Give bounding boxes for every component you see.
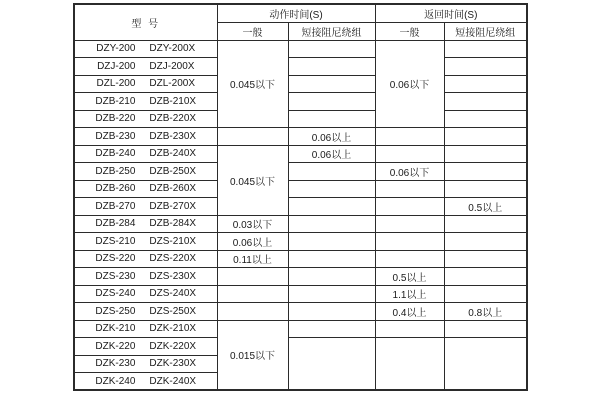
return-damped-cell (444, 75, 527, 93)
action-damped-cell (288, 58, 375, 76)
model-cell (74, 233, 217, 251)
return-general-cell: 0.06以下 (375, 163, 444, 181)
action-damped-cell (288, 268, 375, 286)
model-cell (74, 338, 217, 356)
return-general-cell: 0.4以上 (375, 303, 444, 321)
model-name: DZS-240X (149, 288, 197, 300)
return-general-cell (375, 198, 444, 216)
table-row (74, 338, 527, 356)
model-name: DZK-230 (95, 358, 136, 370)
table-row (74, 128, 527, 146)
action-general-cell: 0.11以上 (217, 250, 288, 268)
model-header: 型 号 (74, 4, 217, 40)
table-row (74, 268, 527, 286)
model-name: DZB-230X (149, 130, 197, 142)
action-damped-cell (288, 75, 375, 93)
table-row (74, 75, 527, 93)
action-damped-cell (288, 198, 375, 216)
model-cell (74, 58, 217, 76)
return-general-cell (375, 145, 444, 163)
return-damped-cell (444, 40, 527, 58)
model-cell (74, 163, 217, 181)
return-damped-cell (444, 215, 527, 233)
table-row (74, 163, 527, 181)
return-damped-cell: 0.5以上 (444, 198, 527, 216)
model-name: DZJ-200 (97, 60, 136, 72)
return-general-cell: 1.1以上 (375, 285, 444, 303)
model-name: DZB-260X (149, 183, 197, 195)
action-damped-cell (288, 40, 375, 58)
model-name: DZB-270X (149, 200, 197, 212)
return-damped-cell (444, 93, 527, 111)
model-name: DZB-230 (95, 130, 136, 142)
return-general-cell (375, 320, 444, 338)
action-time-header: 动作时间(S) (217, 4, 375, 22)
table-row (74, 303, 527, 321)
table-row (74, 40, 527, 58)
model-name: DZB-220 (95, 113, 136, 125)
table-row (74, 58, 527, 76)
model-name: DZL-200 (96, 78, 136, 90)
model-name: DZB-240 (95, 148, 136, 160)
model-name: DZY-200X (149, 43, 196, 55)
relay-spec-table (73, 3, 528, 391)
table-row (74, 198, 527, 216)
model-cell (74, 215, 217, 233)
action-general-cell (217, 285, 288, 303)
model-name: DZS-250 (95, 305, 136, 317)
action-general-cell: 0.045以下 (217, 145, 288, 215)
action-damped-cell: 0.06以上 (288, 128, 375, 146)
action-general-cell (217, 303, 288, 321)
action-general-header: 一般 (217, 22, 288, 40)
action-general-cell: 0.015以下 (217, 320, 288, 390)
model-cell (74, 320, 217, 338)
table-row (74, 110, 527, 128)
action-damped-cell (288, 233, 375, 251)
return-damped-cell (444, 338, 527, 391)
return-damped-cell (444, 285, 527, 303)
return-damped-cell (444, 268, 527, 286)
action-general-cell: 0.045以下 (217, 40, 288, 128)
return-time-header: 返回时间(S) (375, 4, 527, 22)
model-cell (74, 198, 217, 216)
model-cell (74, 110, 217, 128)
model-name: DZS-210 (95, 235, 136, 247)
model-name: DZK-210 (95, 323, 136, 335)
model-name: DZS-220X (149, 253, 197, 265)
action-general-cell (217, 128, 288, 146)
model-name: DZJ-200X (149, 60, 195, 72)
table-row (74, 285, 527, 303)
model-name: DZB-250 (95, 165, 136, 177)
model-cell (74, 40, 217, 58)
action-damped-cell (288, 303, 375, 321)
action-general-cell: 0.03以下 (217, 215, 288, 233)
return-general-cell (375, 233, 444, 251)
model-name: DZS-210X (149, 235, 197, 247)
model-name: DZK-220 (95, 340, 136, 352)
model-cell (74, 303, 217, 321)
table-row (74, 233, 527, 251)
model-name: DZS-240 (95, 288, 136, 300)
model-name: DZS-230 (95, 270, 136, 282)
return-general-cell: 0.06以下 (375, 40, 444, 128)
table-row (74, 93, 527, 111)
model-name: DZB-284 (95, 218, 136, 230)
return-general-cell: 0.5以上 (375, 268, 444, 286)
model-name: DZL-200X (149, 78, 195, 90)
return-damped-cell (444, 180, 527, 198)
model-cell (74, 145, 217, 163)
return-damped-cell (444, 145, 527, 163)
table-row (74, 180, 527, 198)
action-damped-header: 短接阻尼绕组 (288, 22, 375, 40)
model-name: DZY-200 (96, 43, 136, 55)
action-damped-cell (288, 338, 375, 391)
action-damped-cell (288, 163, 375, 181)
return-damped-cell: 0.8以上 (444, 303, 527, 321)
action-damped-cell (288, 215, 375, 233)
model-name: DZB-240X (149, 148, 197, 160)
action-general-cell (217, 268, 288, 286)
return-damped-cell (444, 250, 527, 268)
return-damped-cell (444, 163, 527, 181)
model-cell (74, 355, 217, 373)
model-name: DZB-210X (149, 95, 197, 107)
return-damped-cell (444, 110, 527, 128)
model-name: DZB-210 (95, 95, 136, 107)
model-cell (74, 373, 217, 391)
return-damped-cell (444, 320, 527, 338)
header-row-1 (74, 4, 527, 22)
action-damped-cell (288, 180, 375, 198)
model-cell (74, 75, 217, 93)
model-name: DZK-230X (149, 358, 197, 370)
model-cell (74, 93, 217, 111)
return-general-cell (375, 128, 444, 146)
model-name: DZK-240X (149, 375, 197, 387)
return-damped-cell (444, 233, 527, 251)
return-general-cell (375, 180, 444, 198)
action-damped-cell (288, 93, 375, 111)
action-damped-cell (288, 320, 375, 338)
return-general-header: 一般 (375, 22, 444, 40)
action-damped-cell (288, 110, 375, 128)
model-name: DZS-250X (149, 305, 197, 317)
model-cell (74, 180, 217, 198)
model-cell (74, 250, 217, 268)
return-damped-cell (444, 58, 527, 76)
return-damped-header: 短接阻尼绕组 (444, 22, 527, 40)
table-row (74, 215, 527, 233)
model-cell (74, 268, 217, 286)
return-general-cell (375, 215, 444, 233)
action-damped-cell: 0.06以上 (288, 145, 375, 163)
action-damped-cell (288, 250, 375, 268)
model-name: DZB-250X (149, 165, 197, 177)
model-name: DZB-260 (95, 183, 136, 195)
model-name: DZK-220X (149, 340, 197, 352)
table-row (74, 250, 527, 268)
action-damped-cell (288, 285, 375, 303)
return-general-cell (375, 250, 444, 268)
model-name: DZK-210X (149, 323, 197, 335)
return-general-cell (375, 338, 444, 391)
model-name: DZK-240 (95, 375, 136, 387)
return-damped-cell (444, 128, 527, 146)
action-general-cell: 0.06以上 (217, 233, 288, 251)
table-row (74, 320, 527, 338)
model-name: DZB-220X (149, 113, 197, 125)
model-cell (74, 128, 217, 146)
model-name: DZB-270 (95, 200, 136, 212)
model-cell (74, 285, 217, 303)
model-name: DZS-230X (149, 270, 197, 282)
table-row (74, 145, 527, 163)
model-name: DZS-220 (95, 253, 136, 265)
model-name: DZB-284X (149, 218, 197, 230)
